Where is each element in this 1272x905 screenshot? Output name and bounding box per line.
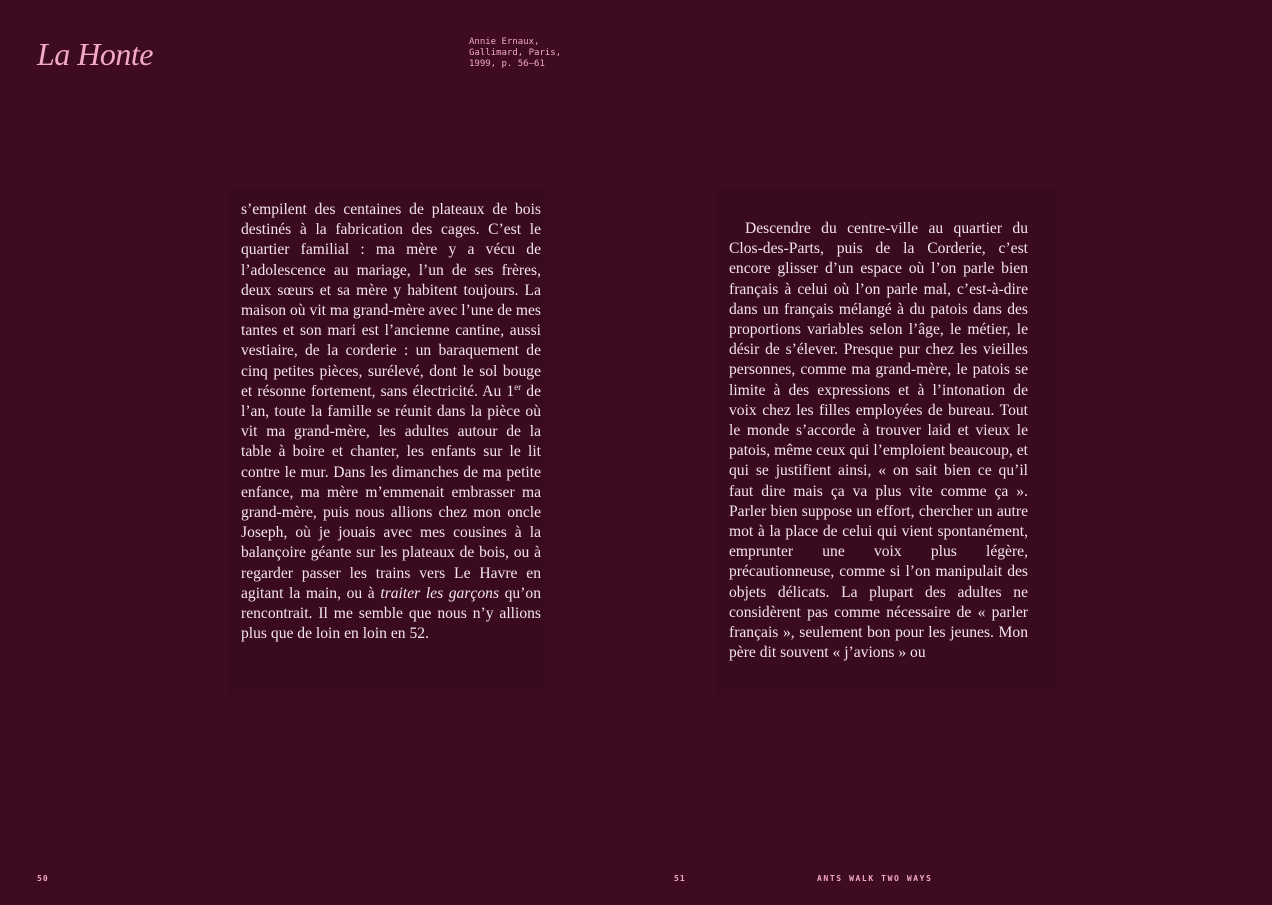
excerpt-left-part-2: de l’an, toute la famille se réunit dans la pièce où vit ma grand-mère, les adultes autour de la table à boire et chanter, les enfants sur le lit contre le mur. Dans les dimanches de ma petite enfance, ma mère m’emmenait embrasser ma grand-mère, puis nous allions chez mon oncle Joseph, où je jouais avec mes cousines à la balançoire géante sur les plateaux de bois, ou à regarder passer les trains vers Le Havre en agitant la main, ou à — [241, 382, 541, 602]
excerpt-right-text: Descendre du centre-ville au quartier du Clos-des-Parts, puis de la Corderie, c’est encore glisser d’un espace où l’on parle bien français à celui où l’on parle mal, c’est-à-dire dans un français mélangé à du patois dans des proportions variables selon l’âge, le métier, le désir de s’élever. Presque pur chez les vieilles personnes, comme ma grand-mère, le patois se limite à des expressions et à l’intonation de voix chez les filles employées de bureau. Tout le monde s’accorde à trouver laid et vieux le patois, même ceux qui l’emploient beaucoup, et qui se justifient ainsi, « on sait bien ce qu’il faut dire mais ça va plus vite comme ça ». Parler bien suppose un effort, chercher un autre mot à la place de celui qui vient spontanément, emprunter une voix plus légère, précautionneuse, comme si l’on manipulait des objets délicats. La plupart des adultes ne considèrent pas comme nécessaire de « parler français », seulement bon pour les jeunes. Mon père dit souvent « j’avions » ou — [729, 220, 1028, 662]
page-title: La Honte — [37, 36, 153, 72]
scanned-excerpt-right — [716, 187, 1062, 694]
ordinal-superscript: er — [514, 381, 522, 392]
excerpt-left-part-3: qu’on rencontrait. Il me semble que nous n’y allions plus que de loin en loin en 52. — [241, 584, 542, 643]
excerpt-left-italic: traiter les garçons — [380, 584, 500, 602]
excerpt-left-part-1: s’empilent des centaines de plateaux de bois destinés à la fabrication des cages. C’est le quartier familial : ma mère y a vécu de l’adolescence au mariage, l’un de ses frères, deux sœurs et sa mère y habitent toujours. La maison où vit ma grand-mère avec l’une de mes tantes et son mari est l’ancienne cantine, aussi vestiaire, de la corderie : un baraquement de cinq petites pièces, surélevé, dont le sol bouge et résonne fortement, sans électricité. Au 1 — [241, 201, 541, 400]
scanned-excerpt-left — [228, 187, 550, 694]
page-number-left: 50 — [37, 874, 49, 883]
page-number-right: 51 — [674, 874, 686, 883]
source-citation: Annie Ernaux, Gallimard, Paris, 1999, p. 56–61 — [469, 37, 562, 69]
running-title: ANTS WALK TWO WAYS — [817, 874, 933, 883]
excerpt-left-text — [241, 200, 541, 644]
